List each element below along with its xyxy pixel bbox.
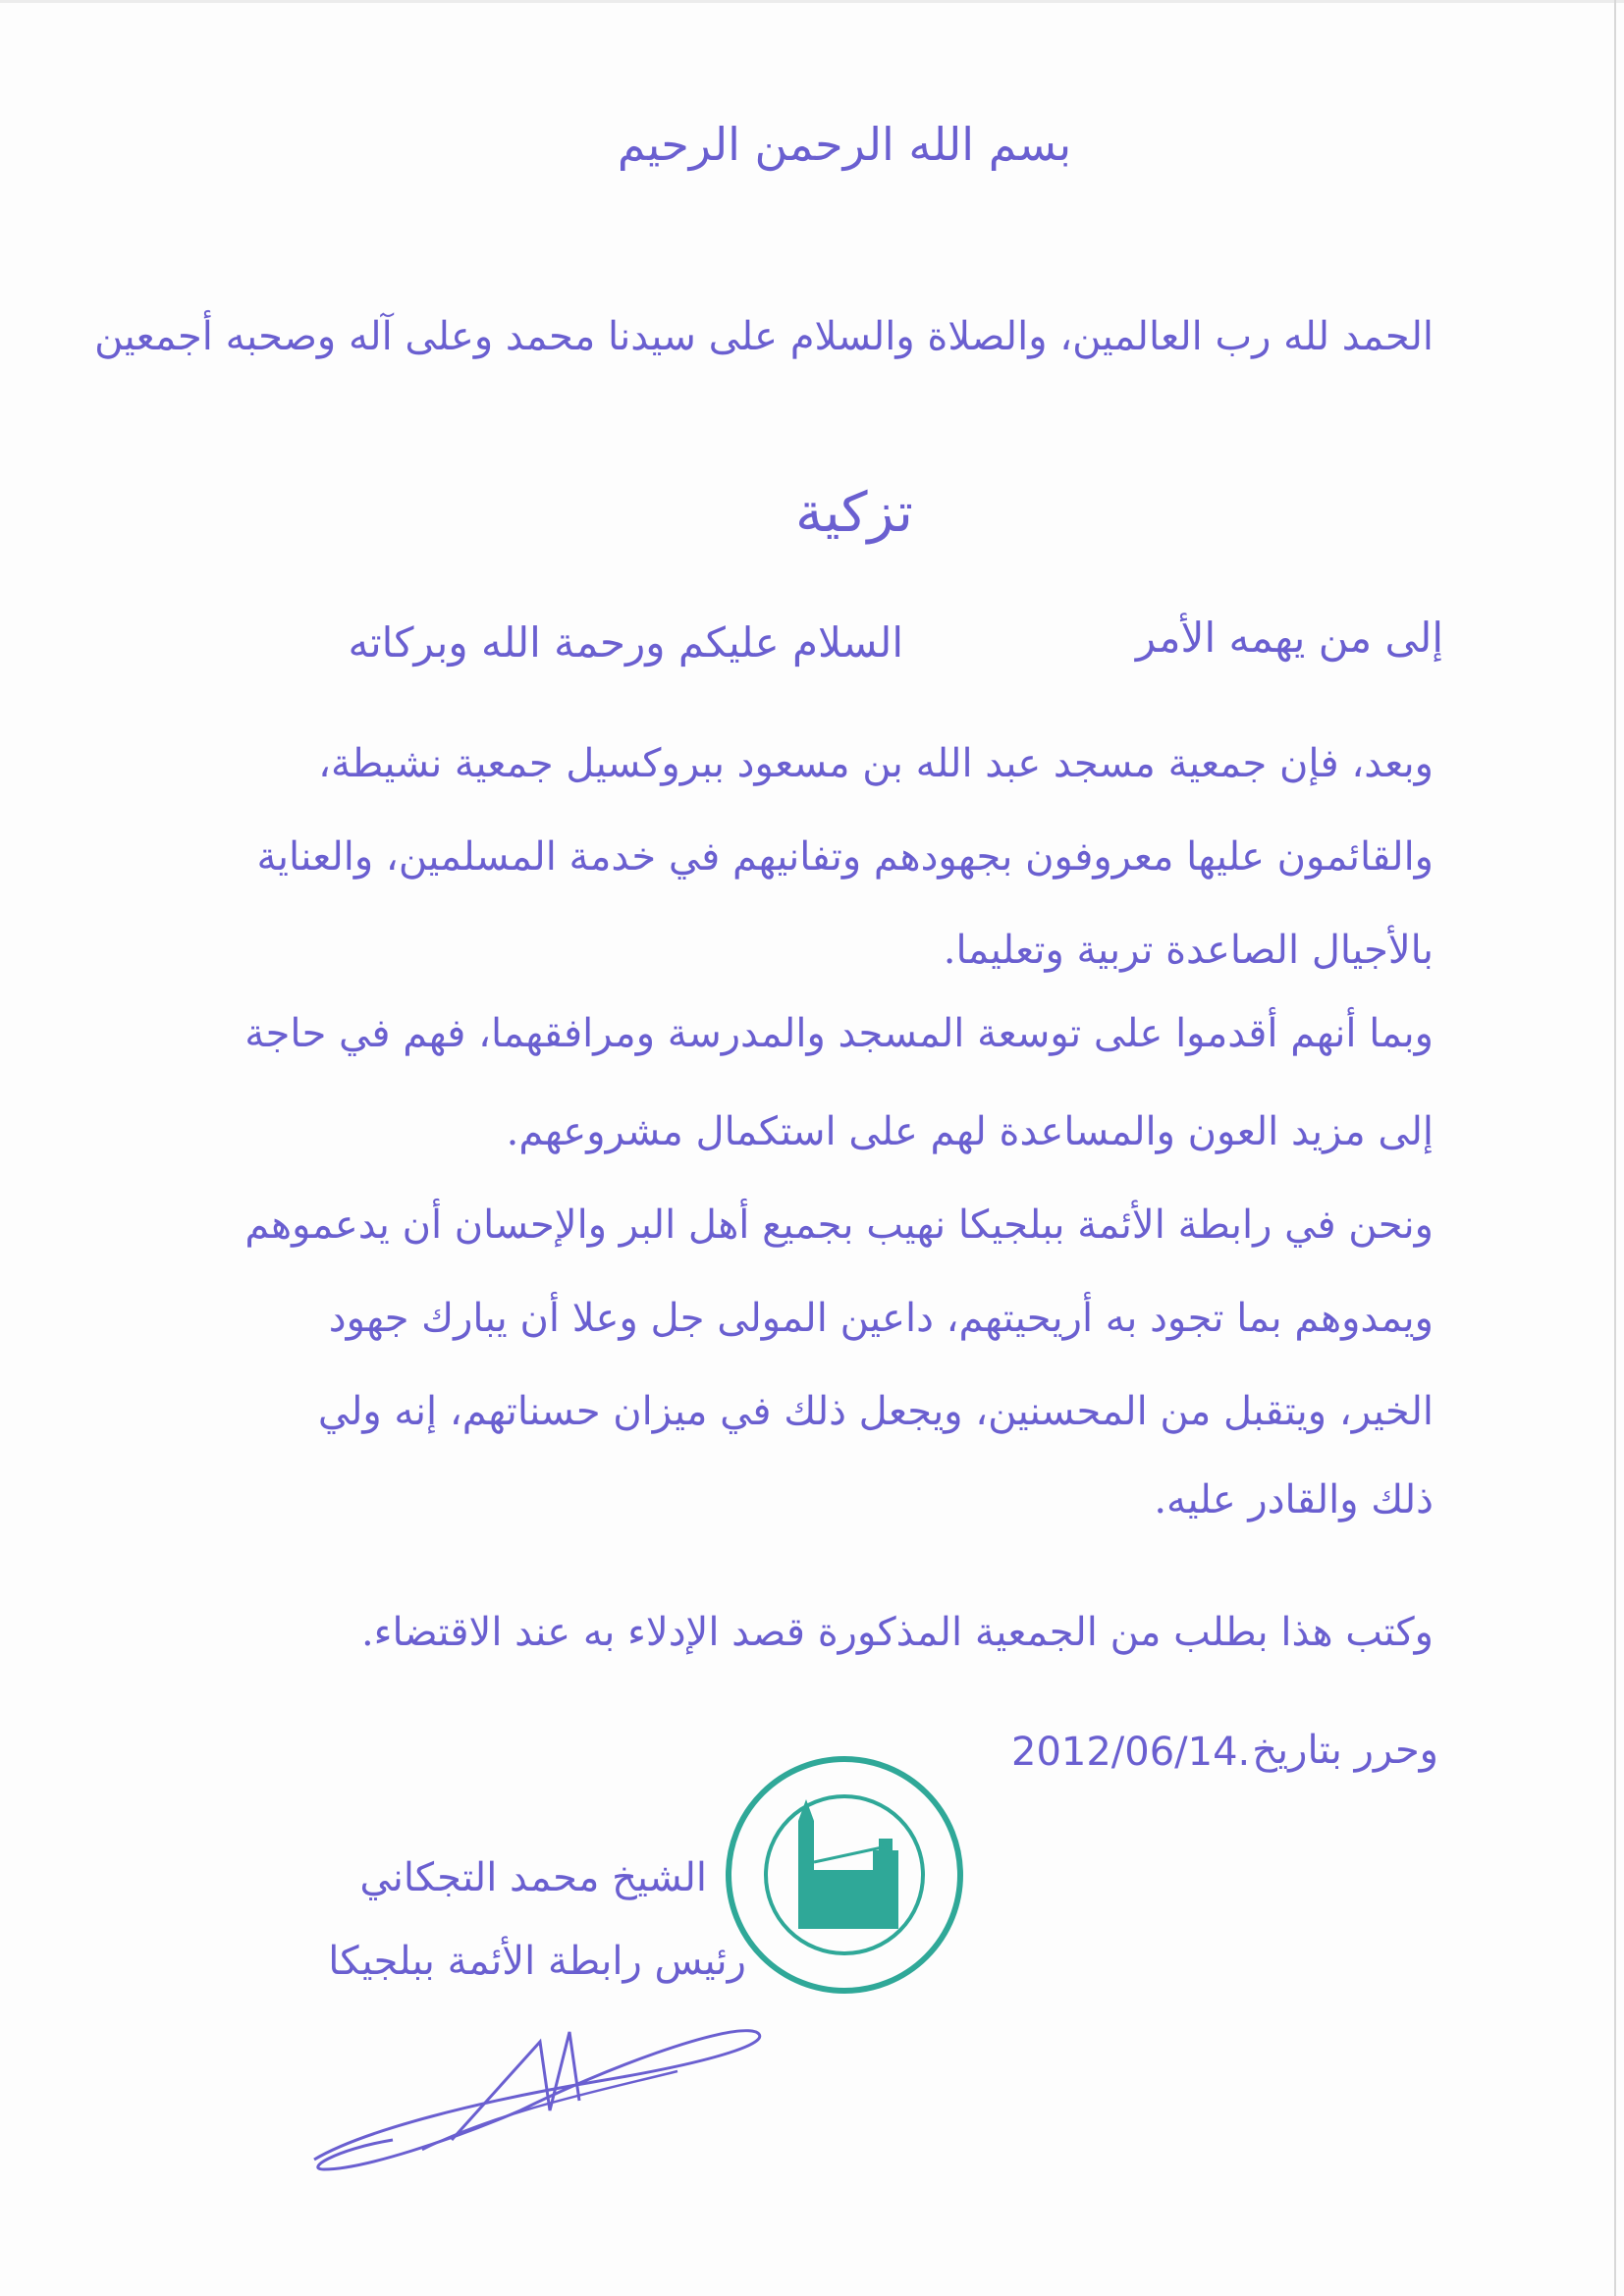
greeting-line: السلام عليكم ورحمة الله وبركاته xyxy=(348,618,903,667)
basmala-heading: بسم الله الرحمن الرحيم xyxy=(617,118,1072,171)
addressee-line: إلى من يهمه الأمر xyxy=(1135,614,1443,662)
paragraph-1-line: والقائمون عليها معروفون بجهودهم وتفانيهم في خدمة المسلمين، والعناية xyxy=(256,834,1434,880)
organization-stamp xyxy=(722,1752,967,1998)
signature-peak-stroke xyxy=(452,2032,579,2140)
paragraph-1-line: بالأجيال الصاعدة تربية وتعليما. xyxy=(943,928,1434,973)
paragraph-3-line: ذلك والقادر عليه. xyxy=(1154,1477,1434,1522)
paragraph-3-line: ونحن في رابطة الأئمة ببلجيكا نهيب بجميع أهل البر والإحسان أن يدعموهم xyxy=(244,1202,1434,1248)
paragraph-3-line: الخير، ويتقبل من المحسنين، ويجعل ذلك في ميزان حسناتهم، إنه ولي xyxy=(317,1389,1434,1434)
letter-title: تزكية xyxy=(794,481,914,545)
paragraph-1-line: وبعد، فإن جمعية مسجد عبد الله بن مسعود ببروكسيل جمعية نشيطة، xyxy=(318,741,1434,786)
mosque-emblem xyxy=(798,1799,898,1929)
date-value: 2012/06/14. xyxy=(1011,1730,1251,1775)
mosque-tower-shape xyxy=(873,1850,898,1929)
scan-right-edge xyxy=(1614,0,1616,2296)
signatory-name: الشيخ محمد التجكاني xyxy=(359,1855,707,1900)
closing-line: وكتب هذا بطلب من الجمعية المذكورة قصد الإدلاء به عند الاقتضاء. xyxy=(360,1610,1434,1655)
date-label: وحرر بتاريخ xyxy=(1252,1728,1438,1773)
paragraph-2-line: إلى مزيد العون والمساعدة لهم على استكمال مشروعهم. xyxy=(506,1109,1434,1154)
handwritten-signature xyxy=(304,2002,795,2199)
mosque-body-shape xyxy=(814,1870,873,1929)
paragraph-2-line: وبما أنهم أقدموا على توسعة المسجد والمدرسة ومرافقهما، فهم في حاجة xyxy=(244,1011,1434,1056)
scan-top-edge xyxy=(0,0,1624,3)
minaret-shape xyxy=(798,1821,814,1929)
paragraph-3-line: ويمدوهم بما تجود به أريحيتهم، داعين المولى جل وعلا أن يبارك جهود xyxy=(328,1296,1434,1341)
signatory-title: رئيس رابطة الأئمة ببلجيكا xyxy=(328,1939,746,1984)
opening-praise: الحمد لله رب العالمين، والصلاة والسلام على سيدنا محمد وعلى آله وصحبه أجمعين xyxy=(94,314,1434,359)
signature-loop-stroke xyxy=(314,2031,760,2169)
